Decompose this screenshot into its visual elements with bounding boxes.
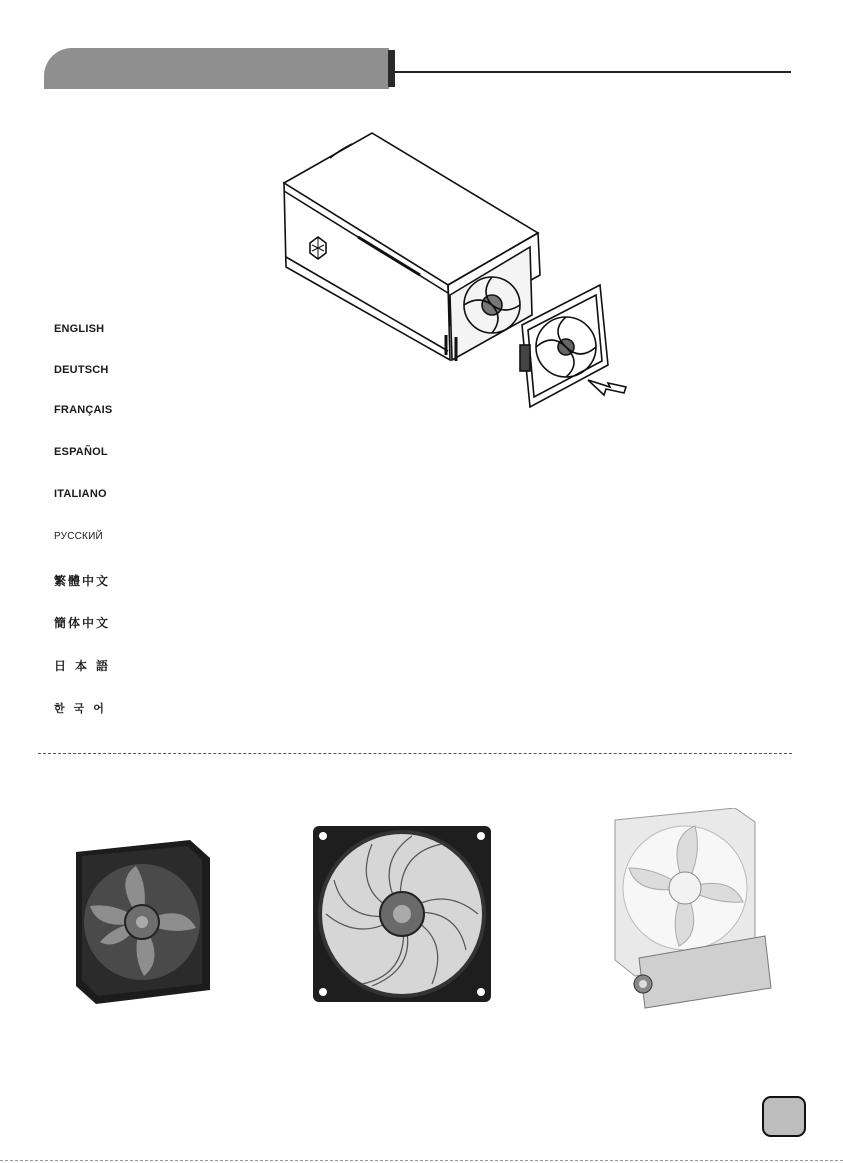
language-label-japanese: 日本語 [54, 659, 118, 673]
large-blade-fan-illustration [313, 826, 491, 1002]
bottom-trim-line [0, 1160, 843, 1161]
language-label-korean: 한국어 [54, 703, 113, 715]
section-header-tab [44, 48, 389, 89]
page-number-badge [762, 1096, 806, 1137]
header-rule [395, 71, 791, 73]
header-tab-shadow [388, 50, 395, 87]
language-label-espanol: ESPAÑOL [54, 446, 108, 458]
language-label-english: ENGLISH [54, 323, 105, 335]
section-divider [38, 753, 792, 754]
dark-case-fan-illustration [70, 840, 215, 1005]
drive-cage-fan-removal-illustration [270, 125, 650, 410]
language-label-traditional-chinese: 繁體中文 [54, 574, 111, 588]
white-fan-with-bracket-illustration [605, 808, 775, 1013]
language-label-simplified-chinese: 簡体中文 [54, 616, 111, 630]
language-label-russian: РУССКИЙ [54, 531, 103, 542]
language-label-deutsch: DEUTSCH [54, 364, 109, 376]
language-label-italiano: ITALIANO [54, 488, 107, 500]
language-label-francais: FRANÇAIS [54, 404, 113, 416]
